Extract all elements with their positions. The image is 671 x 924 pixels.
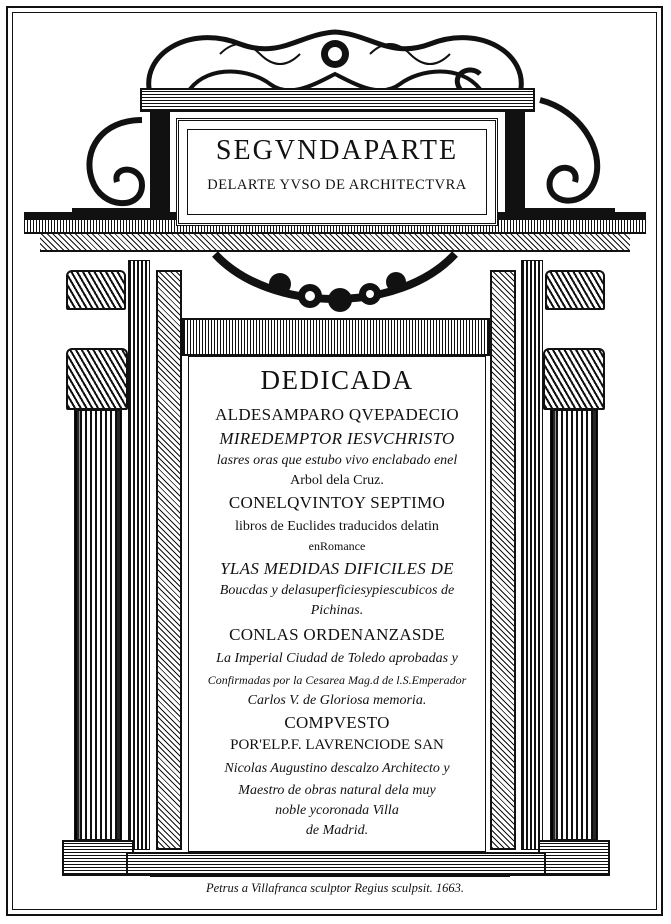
ordinances-line-2: La Imperial Ciudad de Toledo aprobadas y <box>216 651 458 666</box>
title-cartouche <box>176 118 498 226</box>
right-outer-column <box>550 410 598 840</box>
right-volute <box>520 90 620 220</box>
author-line-3: Maestro de obras natural dela muy <box>238 783 436 798</box>
measures-line-2: Boucdas y delasuperficiesypiescubicos de <box>219 583 455 598</box>
left-outer-column <box>74 410 122 840</box>
panel-top-frieze <box>182 318 490 356</box>
euclid-line-2: libros de Euclides traducidos delatin <box>235 519 439 534</box>
engraver-credit: Petrus a Villafranca sculptor Regius sculpsit. 1663. <box>205 881 465 895</box>
left-volute <box>62 110 162 220</box>
left-outer-capital <box>66 348 128 410</box>
right-inner-pilaster <box>521 260 543 850</box>
right-panel-border <box>490 270 516 850</box>
author-line-4: noble ycoronada Villa <box>275 803 399 818</box>
upper-frame <box>140 88 535 112</box>
left-inner-pilaster <box>128 260 150 850</box>
measures-line-3: Pichinas. <box>310 603 364 618</box>
dedication-heading: DEDICADA <box>260 365 414 395</box>
dedication-line-3: lasres oras que estubo vivo enclabado enel <box>216 453 458 468</box>
ordinances-line-3: Confirmadas por la Cesarea Mag.d de l.S.Emperador <box>207 673 467 687</box>
ordinances-line-1: CONLAS ORDENANZASDE <box>229 625 445 644</box>
text-panel <box>188 356 486 852</box>
author-line-5: de Madrid. <box>305 823 369 838</box>
left-panel-border <box>156 270 182 850</box>
title-subtitle: DELARTE YVSO DE ARCHITECTVRA <box>207 177 467 193</box>
left-column-base <box>62 840 134 876</box>
composed-heading: COMPVESTO <box>284 713 390 732</box>
ordinances-line-4: Carlos V. de Gloriosa memoria. <box>247 693 427 708</box>
dedication-line-2: MIREDEMPTOR IESVCHRISTO <box>219 429 455 448</box>
measures-line-1: YLAS MEDIDAS DIFICILES DE <box>220 559 454 578</box>
author-line-2: Nicolas Augustino descalzo Architecto y <box>224 761 450 776</box>
euclid-line-1: CONELQVINTOY SEPTIMO <box>228 493 446 512</box>
left-outer-capital-top <box>66 270 126 310</box>
dedication-line-4: Arbol dela Cruz. <box>290 473 384 488</box>
euclid-line-3: enRomance <box>308 539 366 553</box>
title-main: SEGVNDAPARTE <box>215 135 459 166</box>
right-outer-capital <box>543 348 605 410</box>
right-outer-capital-top <box>545 270 605 310</box>
right-column-base <box>538 840 610 876</box>
fruit-garland <box>210 244 460 314</box>
author-line-1: POR'ELP.F. LAVRENCIODE SAN <box>230 737 444 753</box>
pedestal <box>126 852 546 876</box>
dedication-line-1: ALDESAMPARO QVEPADECIO <box>215 405 459 424</box>
